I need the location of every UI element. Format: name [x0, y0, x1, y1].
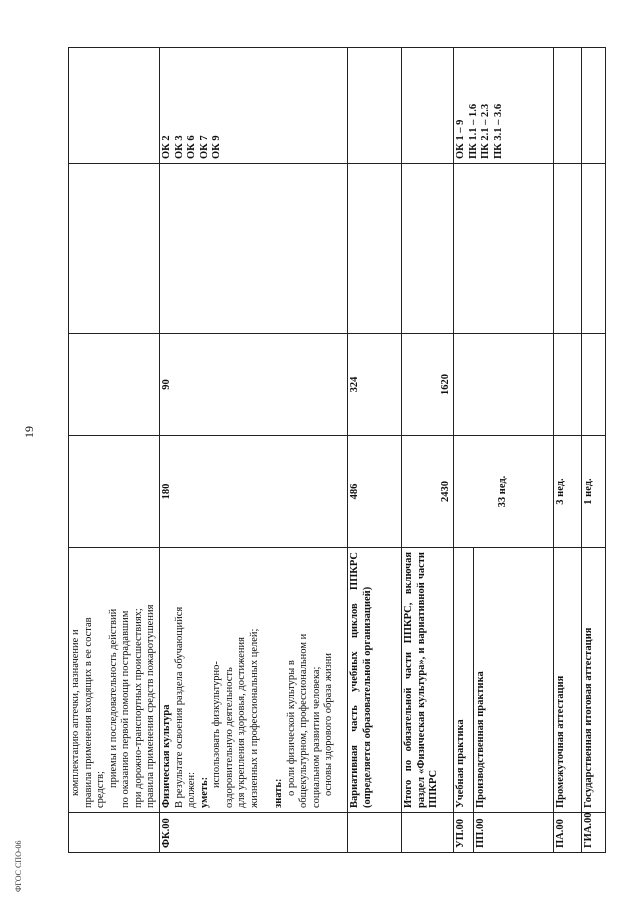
row-code: УП.00 — [454, 813, 474, 853]
row-content: Учебная практика — [454, 548, 474, 813]
discipline-cell — [69, 164, 160, 334]
table-row — [348, 48, 402, 853]
competencies-cell — [402, 48, 454, 164]
row-content: Вариативная часть учебных циклов ППКРС (определяется образовательной организацией) — [348, 548, 402, 813]
max-load-cell: 2430 — [402, 436, 454, 548]
competencies-cell — [554, 48, 582, 164]
table-row — [554, 48, 582, 853]
row-code: ПП.00 — [474, 813, 554, 853]
row-content: комплектацию аптечки, назначение и правила применения входящих в ее состав средств; приемы и последовательность действий по оказанию первой помощи пострадавшим при дорожно-транспортных происшествиях; правила применения средств пожаротушения — [69, 548, 160, 813]
table-row — [69, 48, 160, 853]
curriculum-table — [68, 47, 606, 853]
row-code: ФК.00 — [160, 813, 348, 853]
obligatory-load-cell — [582, 334, 606, 436]
row-content: Промежуточная аттестация — [554, 548, 582, 813]
discipline-cell — [554, 164, 582, 334]
competencies-cell — [348, 48, 402, 164]
competencies-cell — [69, 48, 160, 164]
row-code: ПА.00 — [554, 813, 582, 853]
max-load-cell: 180 — [160, 436, 348, 548]
max-load-cell: 486 — [348, 436, 402, 548]
discipline-cell — [582, 164, 606, 334]
row-content: Производственная практика — [474, 548, 554, 813]
obligatory-load-cell — [454, 334, 554, 436]
row-code — [402, 813, 454, 853]
row-content: Государственная итоговая аттестация — [582, 548, 606, 813]
obligatory-load-cell — [69, 334, 160, 436]
obligatory-load-cell — [554, 334, 582, 436]
max-load-cell: 1 нед. — [582, 436, 606, 548]
footer-label: ФГОС СПО-06 — [14, 840, 23, 892]
rotated-table-wrapper — [68, 48, 600, 853]
row-code: ГИА.00 — [582, 813, 606, 853]
max-load-cell — [69, 436, 160, 548]
discipline-cell — [348, 164, 402, 334]
table-row — [454, 48, 474, 853]
table-row — [402, 48, 454, 853]
max-load-cell: 3 нед. — [554, 436, 582, 548]
competencies-cell: ОК 1 – 9 ПК 1.1 – 1.6 ПК 2.1 – 2.3 ПК 3.1 – 3.6 — [454, 48, 554, 164]
discipline-cell — [160, 164, 348, 334]
discipline-cell — [402, 164, 454, 334]
competencies-cell — [582, 48, 606, 164]
row-content: Итого по обязательной части ППКРС, включая раздел «Физическая культура», и вариативной части ППКРС — [402, 548, 454, 813]
row-content: Физическая культура В результате освоения раздела обучающийся должен: уметь: использовать физкультурно- оздоровительную деятельность для укрепления здоровья, достижения жизненных и профессиональных целей; знать: о роли физической культуры в общекультурном, профессиональном и социальном развитии человека; основы здорового образа жизни — [160, 548, 348, 813]
discipline-cell — [454, 164, 554, 334]
row-code — [69, 813, 160, 853]
row-code — [348, 813, 402, 853]
max-load-cell: 33 нед. — [454, 436, 554, 548]
obligatory-load-cell: 324 — [348, 334, 402, 436]
table-row — [582, 48, 606, 853]
obligatory-load-cell: 90 — [160, 334, 348, 436]
obligatory-load-cell: 1620 — [402, 334, 454, 436]
competencies-cell: ОК 2 ОК 3 ОК 6 ОК 7 ОК 9 — [160, 48, 348, 164]
page-number: 19 — [22, 426, 36, 438]
table-row — [160, 48, 348, 853]
